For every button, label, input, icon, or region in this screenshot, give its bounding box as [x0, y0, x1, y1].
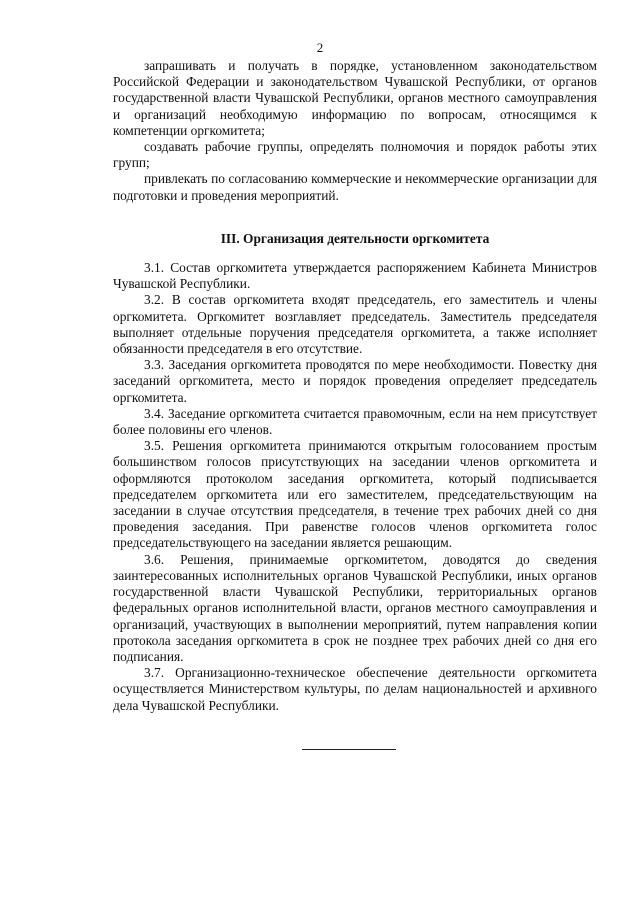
paragraph-3-3: 3.3. Заседания оргкомитета проводятся по мере необходимости. Повестку дня заседаний оргкомитета, место и порядок проведения определяет председатель оргкомитета.	[113, 357, 597, 405]
paragraph-3-7: 3.7. Организационно-техническое обеспечение деятельности оргкомитета осуществляется Министерством культуры, по делам национальностей и архивного дела Чувашской Республики.	[113, 665, 597, 713]
paragraph-3-2: 3.2. В состав оргкомитета входят председатель, его заместитель и члены оргкомитета. Оргкомитет возглавляет председатель. Заместитель председателя выполняет отдельные поручения председателя оргкомитета, а также исполняет обязанности председателя в его отсутствие.	[113, 292, 597, 357]
end-divider-line	[302, 749, 396, 750]
page-number: 2	[316, 40, 324, 55]
paragraph-request-information: запрашивать и получать в порядке, установленном законодательством Российской Федерации и законодательством Чувашской Республики, от органов государственной власти Чувашской Республики, органов местного самоуправления и организаций необходимую информацию по вопросам, относящимся к компетенции оргкомитета;	[113, 58, 597, 138]
paragraph-involve-organizations: привлекать по согласованию коммерческие и некоммерческие организации для подготовки и проведения мероприятий.	[113, 171, 597, 203]
document-body	[113, 58, 597, 714]
paragraph-3-4: 3.4. Заседание оргкомитета считается правомочным, если на нем присутствует более половины его членов.	[113, 405, 597, 438]
section-heading: III. Организация деятельности оргкомитета	[220, 230, 490, 246]
paragraph-3-5: 3.5. Решения оргкомитета принимаются открытым голосованием простым большинством голосов присутствующих на заседании членов оргкомитета и оформляются протоколом заседания оргкомитета, который подписывается председателем оргкомитета или его заместителем, председательствующим на заседании в случае отсутствия председателя, в течение трех рабочих дней со дня проведения заседания. При равенстве голосов членов оргкомитета голос председательствующего на заседании является решающим.	[113, 438, 597, 551]
paragraph-create-working-groups: создавать рабочие группы, определять полномочия и порядок работы этих групп;	[113, 139, 597, 171]
paragraph-3-1: 3.1. Состав оргкомитета утверждается распоряжением Кабинета Министров Чувашской Республики.	[113, 260, 597, 292]
paragraph-3-6: 3.6. Решения, принимаемые оргкомитетом, доводятся до сведения заинтересованных исполнительных органов Чувашской Республики, иных органов государственной власти Чувашской Республики, территориальных органов федеральных органов исполнительной власти, органов местного самоуправления и организаций, участвующих в выполнении мероприятий, путем направления копии протокола заседания оргкомитета в срок не позднее трех рабочих дней со дня его подписания.	[113, 551, 597, 664]
